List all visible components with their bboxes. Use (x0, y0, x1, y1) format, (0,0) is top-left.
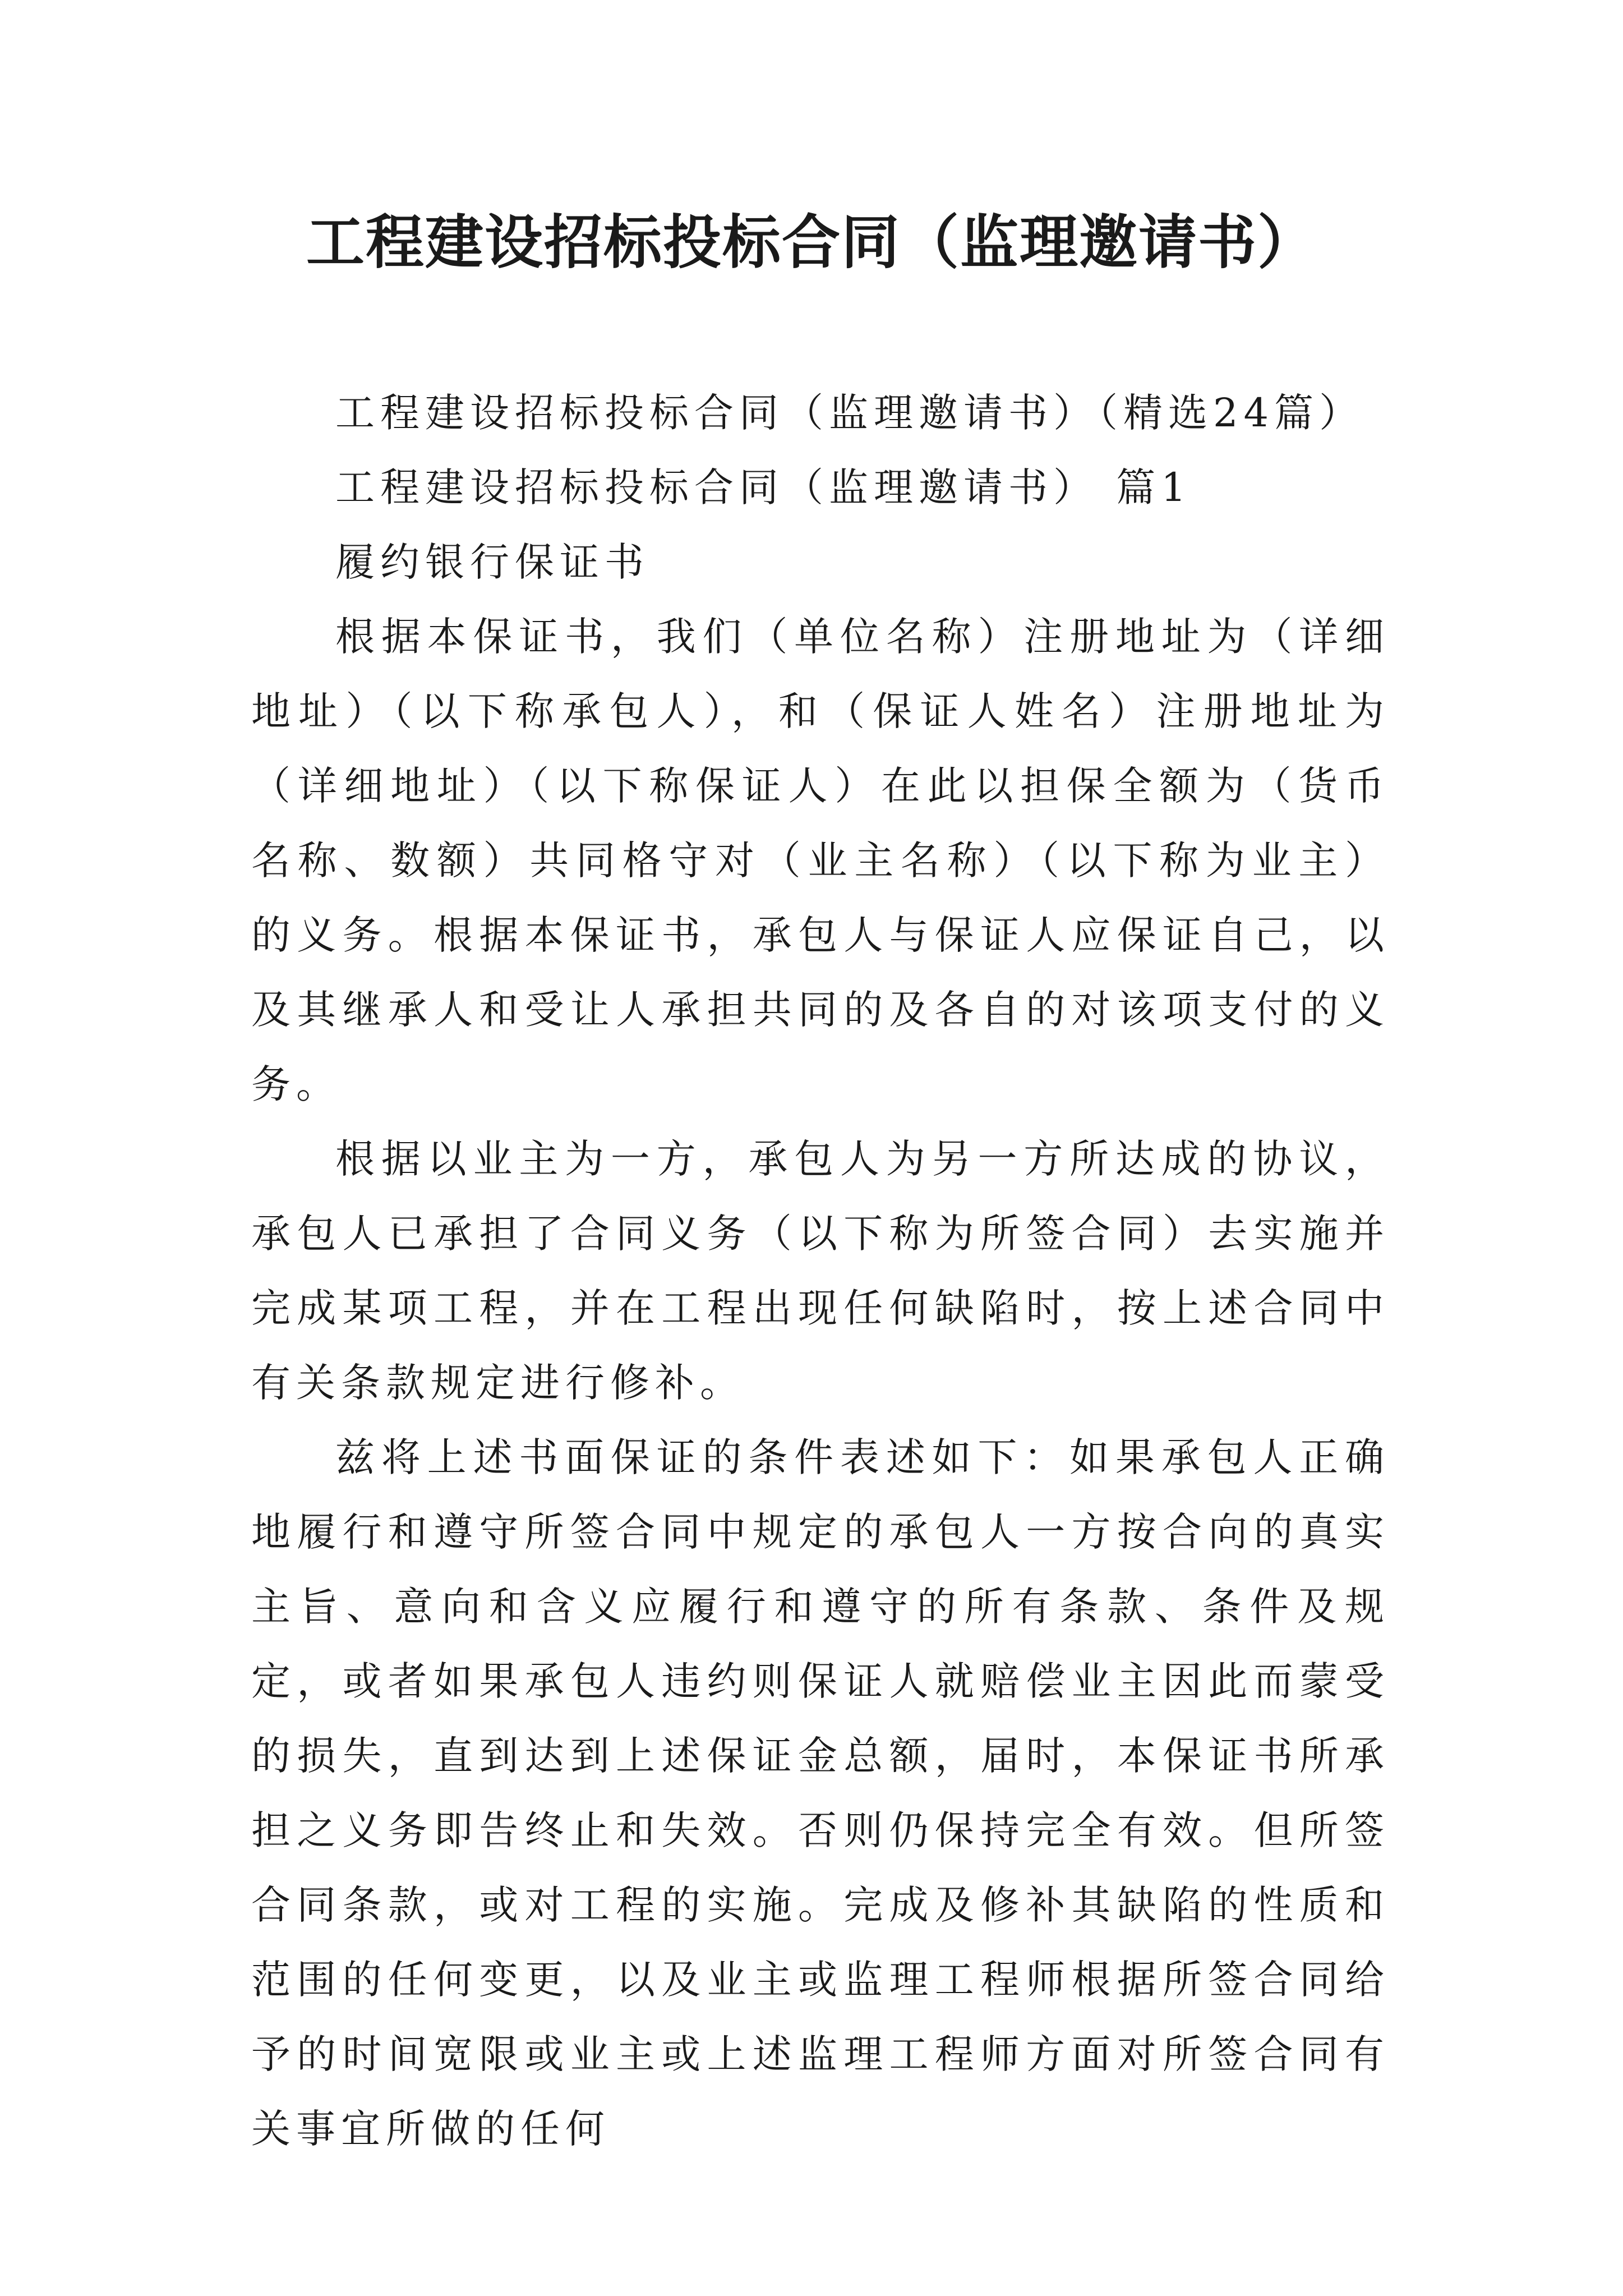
bond-heading: 履约银行保证书 (335, 539, 649, 585)
subtitle-paragraph: 工程建设招标投标合同（监理邀请书）（精选24篇） (335, 390, 1364, 436)
body-paragraph: 根据以业主为一方，承包人为另一方所达成的协议，承包人已承担了合同义务（以下称为所签合同）去实施并完成某项工程，并在工程出现任何缺陷时，按上述合同中有关条款规定进行修补。 (251, 1136, 1390, 1406)
section-heading: 工程建设招标投标合同（监理邀请书） 篇1 (335, 464, 1192, 510)
document-body (251, 376, 1390, 2166)
body-paragraph: 兹将上述书面保证的条件表述如下：如果承包人正确地履行和遵守所签合同中规定的承包人一方按合向的真实主旨、意向和含义应履行和遵守的所有条款、条件及规定，或者如果承包人违约则保证人就赔偿业主因此而蒙受的损失，直到达到上述保证金总额，届时，本保证书所承担之义务即告终止和失效。否则仍保持完全有效。但所签合同条款，或对工程的实施。完成及修补其缺陷的性质和范围的任何变更，以及业主或监理工程师根据所签合同给予的时间宽限或业主或上述监理工程师方面对所签合同有关事宜所做的任何 (251, 1434, 1390, 2152)
body-paragraph: 根据本保证书，我们（单位名称）注册地址为（详细地址）（以下称承包人），和（保证人姓名）注册地址为（详细地址）（以下称保证人）在此以担保全额为（货币名称、数额）共同格守对（业主名称）（以下称为业主）的义务。根据本保证书，承包人与保证人应保证自己，以及其继承人和受让人承担共同的及各自的对该项支付的义务。 (251, 614, 1390, 1107)
document-title: 工程建设招标投标合同（监理邀请书） (306, 208, 1317, 277)
